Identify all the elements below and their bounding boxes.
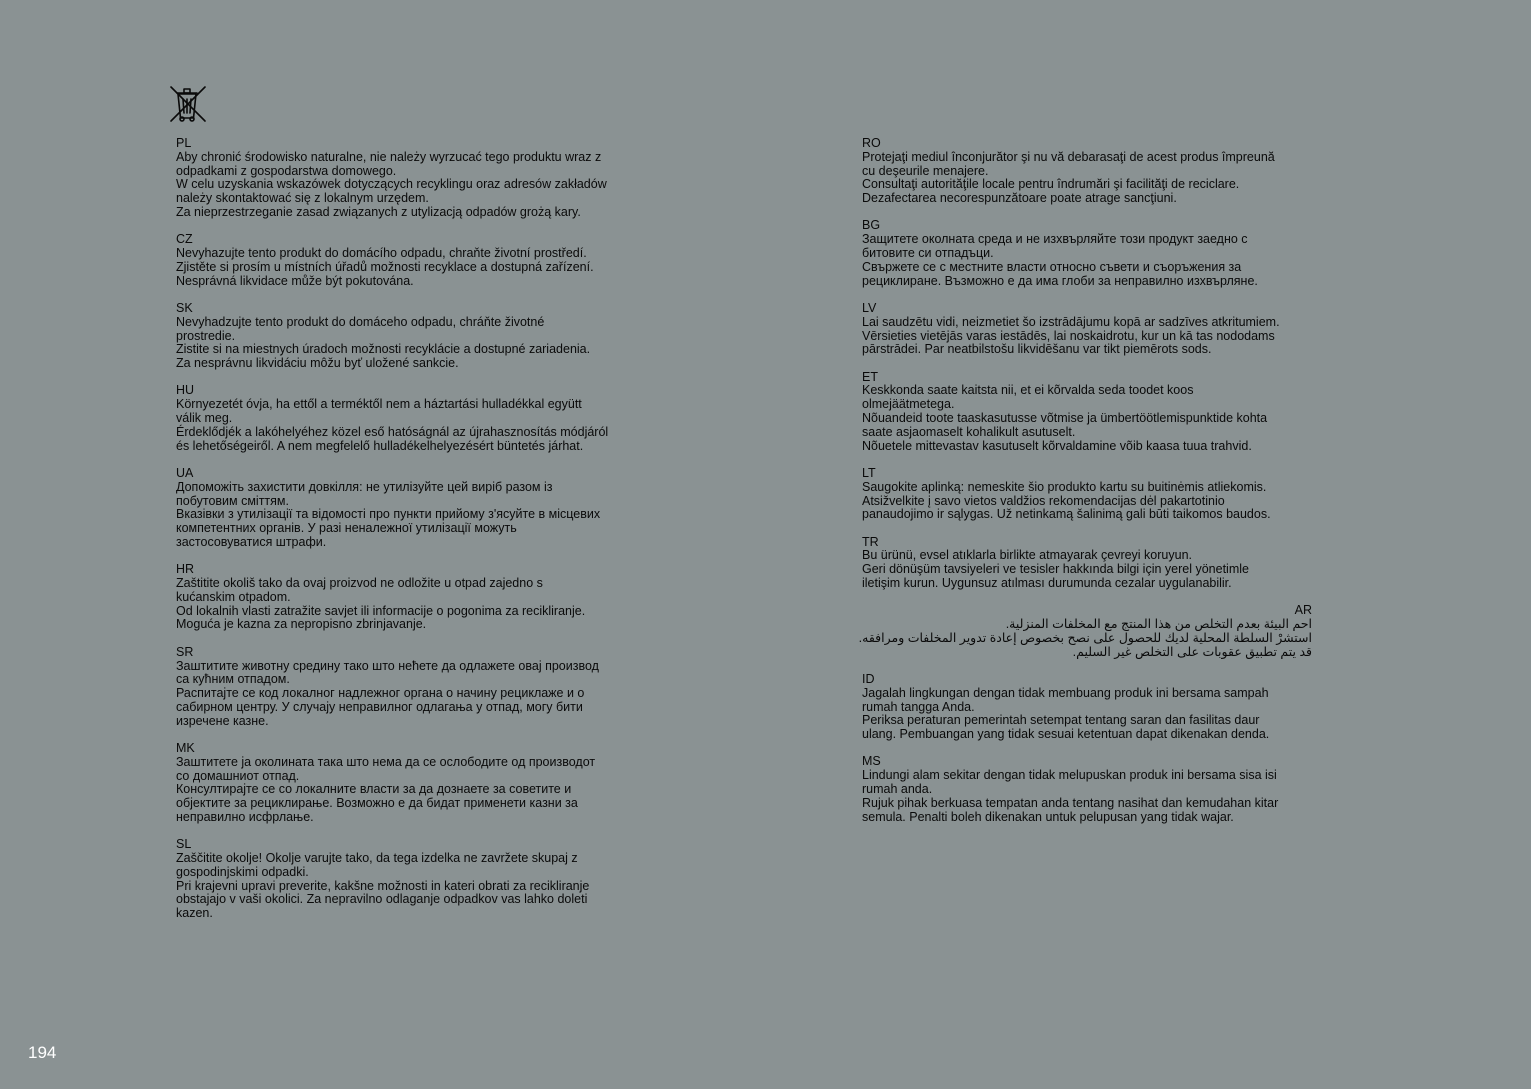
- disposal-text-line: Vērsieties vietējās varas iestādēs, lai noskaidrotu, kur un kā tas nododams: [862, 328, 1275, 343]
- language-section-pl: [176, 137, 636, 220]
- language-section-cz: [176, 233, 636, 288]
- disposal-text-line: panaudojimo ir sąlygas. Už netinkamą šalinimą gali būti taikomos baudos.: [862, 507, 1271, 522]
- disposal-text-line: Rujuk pihak berkuasa tempatan anda tentang nasihat dan kemudahan kitar: [862, 795, 1279, 810]
- language-code: SR: [176, 644, 194, 659]
- language-section-lt: [862, 467, 1312, 522]
- language-section-et: [862, 371, 1312, 454]
- disposal-text-line: Jagalah lingkungan dengan tidak membuang produk ini bersama sampah: [862, 685, 1269, 700]
- left-column: [176, 137, 636, 935]
- disposal-text-line: Nevyhadzujte tento produkt do domáceho odpadu, chráňte životné: [176, 314, 545, 329]
- disposal-text-line: Zaščitite okolje! Okolje varujte tako, da tega izdelka ne zavržete skupaj z: [176, 851, 578, 866]
- crossed-out-wheelie-bin-icon: [168, 84, 208, 124]
- language-code: BG: [862, 218, 881, 233]
- disposal-text-line: válik meg.: [176, 411, 233, 426]
- language-code: LV: [862, 300, 877, 315]
- disposal-text-line: Pri krajevni upravi preverite, kakšne možnosti in kateri obrati za recikliranje: [176, 878, 590, 893]
- disposal-text-line: Zaštitite okoliš tako da ovaj proizvod ne odložite u otpad zajedno s: [176, 576, 543, 591]
- disposal-text-line: cu deşeurile menajere.: [862, 163, 989, 178]
- disposal-text-line: Érdeklődjék a lakóhelyéhez közel eső hatóságnál az újrahasznosítás módjáról: [176, 424, 609, 439]
- language-section-ms: [862, 755, 1312, 824]
- disposal-text-line: Saugokite aplinką: nemeskite šio produkto kartu su buitinėmis atliekomis.: [862, 479, 1267, 494]
- disposal-text-line: битовите си отпадъци.: [862, 246, 994, 261]
- disposal-text-line: Zjistěte si prosím u místních úřadů možnosti recyklace a dostupná zařízení.: [176, 259, 594, 274]
- disposal-text-line: Допоможіть захистити довкілля: не утилізуйте цей виріб разом із: [176, 479, 553, 494]
- language-code: SL: [176, 837, 192, 852]
- disposal-text-line: należy skontaktować się z lokalnym urzędem.: [176, 191, 429, 206]
- disposal-text-line: Lindungi alam sekitar dengan tidak melupuskan produk ini bersama sisa isi: [862, 768, 1277, 783]
- disposal-text-line: احم البيئة بعدم التخلص من هذا المنتج مع المخلفات المنزلية.: [1005, 617, 1312, 632]
- disposal-text-line: Geri dönüşüm tavsiyeleri ve tesisler hakkında bilgi için yerel yönetimle: [862, 562, 1249, 577]
- language-code: MS: [862, 754, 881, 769]
- language-code: HR: [176, 562, 195, 577]
- disposal-text-line: са кућним отпадом.: [176, 672, 290, 687]
- language-code: SK: [176, 300, 193, 315]
- disposal-text-line: odpadkami z gospodarstwa domowego.: [176, 163, 397, 178]
- language-code: AR: [1294, 603, 1312, 618]
- disposal-text-line: rumah anda.: [862, 782, 933, 797]
- disposal-text-line: olmejäätmetega.: [862, 397, 955, 412]
- language-code: MK: [176, 740, 195, 755]
- disposal-text-line: неправилно исфрлање.: [176, 809, 314, 824]
- language-section-hr: [176, 563, 636, 632]
- disposal-text-line: Заштитите животну средину тако што нећете да одлажете овај производ: [176, 658, 599, 673]
- disposal-text-line: W celu uzyskania wskazówek dotyczących recyklingu oraz adresów zakładów: [176, 177, 607, 192]
- language-section-hu: [176, 384, 636, 453]
- language-section-ua: [176, 467, 636, 550]
- disposal-text-line: Dezafectarea necorespunzătoare poate atrage sancţiuni.: [862, 191, 1177, 206]
- right-column: [858, 136, 1312, 838]
- disposal-text-line: Consultaţi autorităţile locale pentru îndrumări şi facilităţi de reciclare.: [862, 177, 1240, 192]
- disposal-text-line: Свържете се с местните власти относно съвети и съоръжения за: [862, 259, 1242, 274]
- language-section-tr: [862, 536, 1312, 591]
- language-code: UA: [176, 465, 194, 480]
- language-section-sk: [176, 302, 636, 371]
- disposal-text-line: Od lokalnih vlasti zatražite savjet ili informacije o pogonima za recikliranje.: [176, 603, 586, 618]
- disposal-text-line: објектите за рециклирање. Возможно е да бидат применети казни за: [176, 796, 578, 811]
- language-code: RO: [862, 136, 881, 150]
- language-code: ET: [862, 369, 878, 384]
- disposal-text-line: сабирном центру. У случају неправилног одлагања у отпад, могу бити: [176, 699, 583, 714]
- disposal-text-line: Nesprávná likvidace může být pokutována.: [176, 273, 414, 288]
- disposal-text-line: Защитете околната среда и не изхвърляйте този продукт заедно с: [862, 232, 1248, 247]
- disposal-text-line: Вказівки з утилізації та відомості про пункти прийому з'ясуйте в місцевих: [176, 507, 601, 522]
- disposal-text-line: kazen.: [176, 906, 213, 921]
- disposal-text-line: Aby chronić środowisko naturalne, nie należy wyrzucać tego produktu wraz z: [176, 149, 602, 164]
- disposal-text-line: Za nesprávnu likvidáciu môžu byť uložené sankcie.: [176, 356, 459, 371]
- disposal-text-line: Консултирајте се со локалните власти за да дознаете за советите и: [176, 782, 572, 797]
- disposal-text-line: obstajajo v vaši okolici. Za nepravilno odlaganje odpadkov vas lahko doleti: [176, 892, 588, 907]
- disposal-text-line: iletişim kurun. Uygunsuz atılması durumunda cezalar uygulanabilir.: [862, 576, 1232, 591]
- language-section-sr: [176, 646, 636, 729]
- language-section-lv: [862, 302, 1312, 357]
- language-section-bg: [862, 219, 1312, 288]
- disposal-text-line: со домашниот отпад.: [176, 768, 300, 783]
- disposal-text-line: استشرْ السلطة المحلية لديك للحصول على نصح بخصوص إعادة تدوير المخلفات ومرافقه.: [858, 630, 1312, 645]
- disposal-text-line: prostredie.: [176, 328, 236, 343]
- language-section-sl: [176, 838, 636, 921]
- disposal-text-line: рециклиране. Възможно е да има глоби за неправилно изхвърляне.: [862, 273, 1258, 288]
- disposal-text-line: gospodinjskimi odpadki.: [176, 864, 309, 879]
- language-section-mk: [176, 742, 636, 825]
- language-code: TR: [862, 534, 879, 549]
- page-number: 194: [28, 1043, 57, 1062]
- language-section-ro: [862, 137, 1312, 206]
- disposal-text-line: Nõuetele mittevastav kasutuselt kõrvaldamine võib kaasa tuua trahvid.: [862, 438, 1252, 453]
- language-code: LT: [862, 465, 876, 480]
- disposal-text-line: Распитајте се код локалног надлежног органа о начину рециклаже и о: [176, 686, 585, 701]
- language-code: ID: [862, 672, 875, 686]
- disposal-text-line: Lai saudzētu vidi, neizmetiet šo izstrādājumu kopā ar sadzīves atkritumiem.: [862, 314, 1280, 329]
- disposal-text-line: semula. Penalti boleh dikenakan untuk pelupusan yang tidak wajar.: [862, 809, 1234, 824]
- disposal-text-line: pārstrādei. Par neatbilstošu likvidēšanu var tikt piemērots sods.: [862, 342, 1212, 357]
- language-code: HU: [176, 383, 195, 398]
- disposal-text-line: Periksa peraturan pemerintah setempat tentang saran dan fasilitas daur: [862, 713, 1260, 728]
- disposal-text-line: rumah tangga Anda.: [862, 699, 975, 714]
- disposal-text-line: Bu ürünü, evsel atıklarla birlikte atmayarak çevreyi koruyun.: [862, 548, 1193, 563]
- disposal-text-line: Nõuandeid toote taaskasutusse võtmise ja ümbertöötlemispunktide kohta: [862, 411, 1268, 426]
- disposal-text-line: és lehetőségeiről. A nem megfelelő hulladékelhelyezésért büntetés járhat.: [176, 438, 584, 453]
- disposal-text-line: ulang. Pembuangan yang tidak sesuai ketentuan dapat dikenakan denda.: [862, 727, 1270, 742]
- disposal-text-line: kućanskim otpadom.: [176, 589, 291, 604]
- disposal-text-line: Nevyhazujte tento produkt do domácího odpadu, chraňte životní prostředí.: [176, 246, 587, 261]
- disposal-text-line: изречене казне.: [176, 713, 269, 728]
- disposal-text-line: застосовуватися штрафи.: [176, 534, 327, 549]
- disposal-text-line: saate asjaomaselt kohalikult asutuselt.: [862, 424, 1076, 439]
- disposal-text-line: Keskkonda saate kaitsta nii, et ei kõrvalda seda toodet koos: [862, 383, 1194, 398]
- language-section-ar: [858, 603, 1312, 659]
- disposal-text-line: Moguća je kazna za nepropisno zbrinjavanje.: [176, 617, 427, 632]
- disposal-text-line: Atsižvelkite į savo vietos valdžios rekomendacijas dėl pakartotinio: [862, 493, 1225, 508]
- disposal-text-line: Protejaţi mediul înconjurător şi nu vă debarasaţi de acest produs împreună: [862, 149, 1275, 164]
- disposal-text-line: компетентних органів. У разі неналежної утилізації можуть: [176, 521, 517, 536]
- disposal-text-line: Zistite si na miestnych úradoch možnosti recyklácie a dostupné zariadenia.: [176, 342, 591, 357]
- language-code: PL: [176, 136, 192, 150]
- disposal-text-line: Za nieprzestrzeganie zasad związanych z utylizacją odpadów grożą kary.: [176, 204, 581, 219]
- language-code: CZ: [176, 232, 193, 247]
- disposal-text-line: قد يتم تطبيق عقوبات على التخلص غير السليم.: [1072, 644, 1312, 659]
- disposal-text-line: Заштитете ја околината така што нема да се ослободите од производот: [176, 754, 596, 769]
- language-section-id: [862, 673, 1312, 742]
- disposal-text-line: побутовим сміттям.: [176, 493, 289, 508]
- disposal-text-line: Környezetét óvja, ha ettől a terméktől nem a háztartási hulladékkal együtt: [176, 397, 582, 412]
